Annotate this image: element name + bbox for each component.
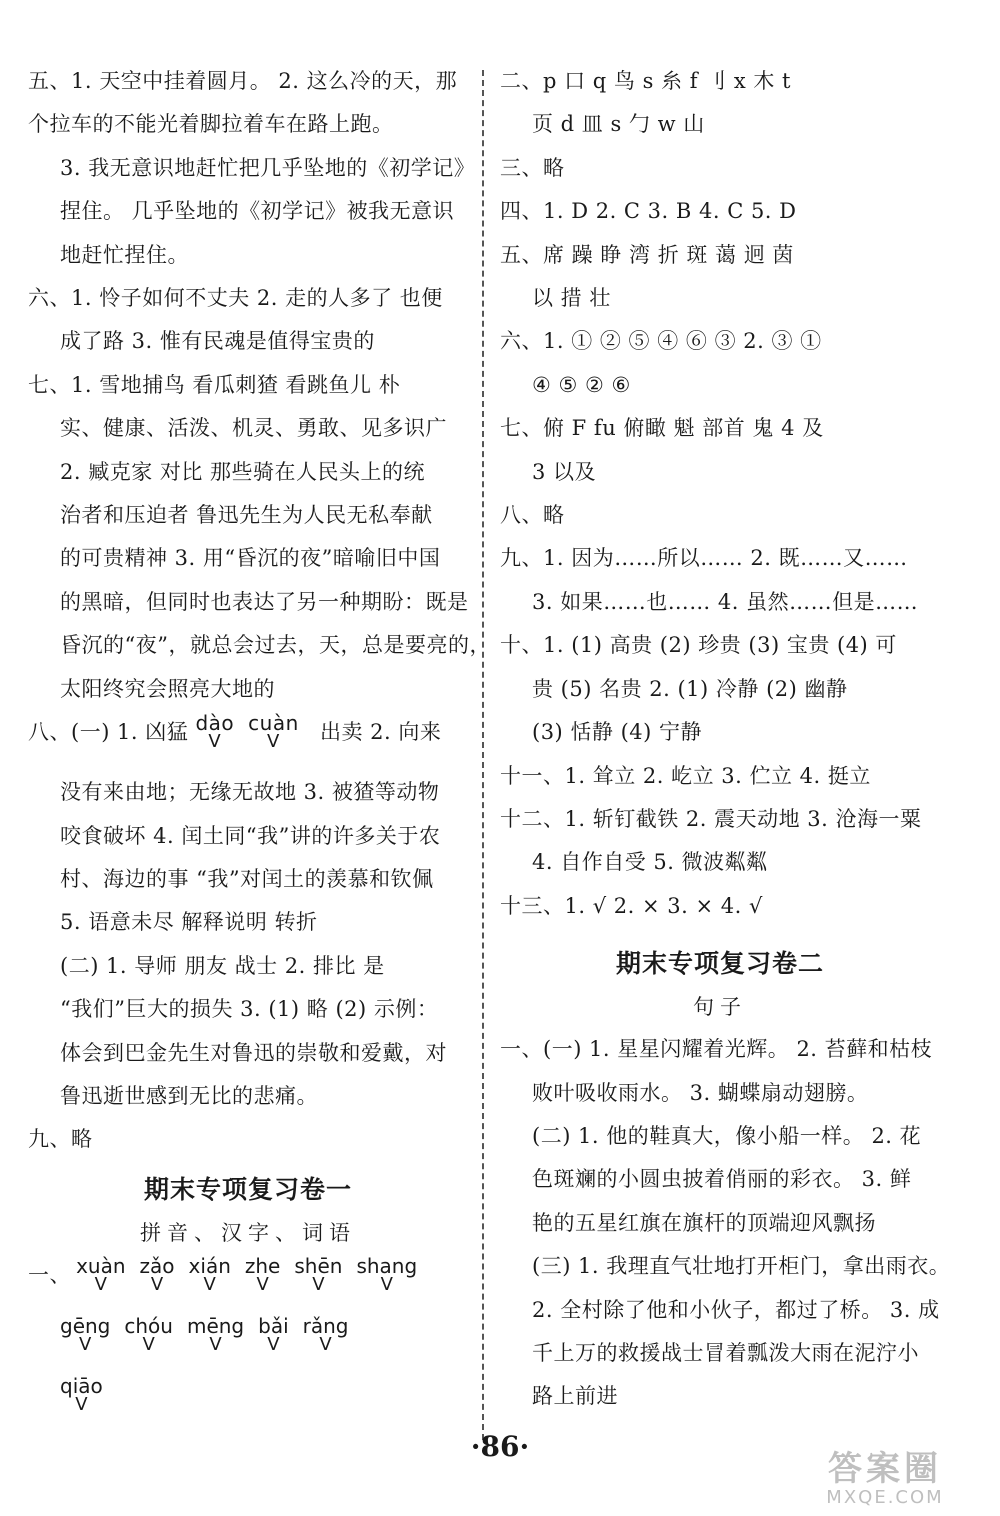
- pinyin-row-1: [28, 1254, 468, 1314]
- answer-line: 四、1. D 2. C 3. B 4. C 5. D: [500, 199, 797, 224]
- answer-line: 鲁迅逝世感到无比的悲痛。: [60, 1083, 318, 1108]
- answer-line: 村、海边的事 “我”对闰土的羡慕和钦佩: [60, 866, 434, 891]
- eight-pinyin-marks: [195, 711, 312, 753]
- left-column: [28, 60, 491, 1434]
- answer-line: 十三、1. √ 2. × 3. × 4. √: [500, 893, 763, 918]
- answer-line: (二) 1. 导师 朋友 战士 2. 排比 是: [60, 953, 385, 978]
- section-subtitle-review-two: 句子: [693, 995, 747, 1020]
- pinyin-mark: [139, 1253, 175, 1295]
- answer-line: 九、略: [28, 1127, 93, 1152]
- eight-suffix: 出卖 2. 向来: [319, 720, 442, 745]
- answer-line: 4. 自作自受 5. 微波粼粼: [532, 850, 768, 875]
- pinyin-text: qiāo: [60, 1373, 103, 1398]
- pinyin-text: shēn: [294, 1253, 343, 1278]
- answer-line: 3 以及: [532, 459, 597, 484]
- check-mark: V: [75, 1393, 88, 1415]
- pinyin-text: xuàn: [76, 1253, 126, 1278]
- answer-line: 2. 全村除了他和小伙子，都过了桥。 3. 成: [532, 1297, 940, 1322]
- answer-line: 七、俯 F fu 俯瞰 魁 部首 鬼 4 及: [500, 416, 824, 441]
- pinyin-text: shang: [356, 1253, 418, 1278]
- pinyin-mark: [76, 1253, 126, 1295]
- right-answer-lines-continued: [500, 1028, 951, 1419]
- section-title-review-two: 期末专项复习卷二: [615, 949, 824, 979]
- check-mark: V: [209, 1333, 222, 1355]
- pinyin-mark: [195, 711, 235, 753]
- check-mark: V: [208, 731, 222, 753]
- answer-line: 十一、1. 耸立 2. 屹立 3. 伫立 4. 挺立: [500, 763, 871, 788]
- check-mark: V: [256, 1273, 269, 1295]
- right-column: [500, 60, 951, 1419]
- answer-line: (3) 恬静 (4) 宁静: [532, 720, 703, 745]
- pinyin-text: bǎi: [258, 1313, 289, 1338]
- answer-line: 贵 (5) 名贵 2. (1) 冷静 (2) 幽静: [532, 676, 848, 701]
- pinyin-text: mēng: [186, 1313, 245, 1338]
- answer-line: 六、1. 怜子如何不丈夫 2. 走的人多了 也便: [28, 286, 443, 311]
- watermark-bottom: MXQE.COM: [826, 1487, 944, 1508]
- check-mark: V: [142, 1333, 155, 1355]
- answer-line: 体会到巴金先生对鲁迅的崇敬和爱戴，对: [60, 1040, 447, 1065]
- pinyin-mark: [258, 1313, 289, 1355]
- page-number: ·86·: [470, 1430, 530, 1463]
- answer-line: 咬食破坏 4. 闰土同“我”讲的许多关于农: [60, 823, 441, 848]
- answer-line: 3. 如果……也…… 4. 虽然……但是……: [532, 589, 919, 614]
- answer-line: 实、健康、活泼、机灵、勇敢、见多识广: [60, 416, 447, 441]
- answer-line: 个拉车的不能光着脚拉着车在路上跑。: [28, 112, 394, 137]
- answer-line: 昏沉的“夜”，就总会过去，天，总是要亮的，: [60, 633, 491, 658]
- watermark-logo: [790, 1450, 980, 1510]
- answer-line: (二) 1. 他的鞋真大，像小船一样。 2. 花: [532, 1123, 922, 1148]
- answer-line: 以 措 壮: [532, 286, 611, 311]
- answer-line: 艳的五星红旗在旗杆的顶端迎风飘扬: [532, 1210, 876, 1235]
- pinyin-mark: [188, 1253, 231, 1295]
- check-mark: V: [150, 1273, 164, 1295]
- answer-line: ④ ⑤ ② ⑥: [532, 372, 631, 397]
- answer-line: 六、1. ① ② ⑤ ④ ⑥ ③ 2. ③ ①: [500, 329, 822, 354]
- right-answer-lines: [500, 60, 940, 928]
- answer-line: 太阳终究会照亮大地的: [60, 676, 275, 701]
- pinyin-row-3-items: [60, 1373, 117, 1415]
- pinyin-text: zǎo: [139, 1253, 175, 1278]
- answer-line: 5. 语意未尽 解释说明 转折: [60, 910, 318, 935]
- pinyin-mark: [302, 1313, 349, 1355]
- answer-line: 十二、1. 斩钉截铁 2. 震天动地 3. 沧海一粟: [500, 806, 922, 831]
- check-mark: V: [79, 1333, 92, 1355]
- pinyin-mark: [294, 1253, 343, 1295]
- eight-prefix: 八、(一) 1. 凶猛: [28, 720, 189, 745]
- check-mark: V: [267, 731, 280, 753]
- pinyin-mark: [186, 1313, 245, 1355]
- answer-line: 三、略: [500, 155, 565, 180]
- check-mark: V: [312, 1273, 325, 1295]
- answer-line: 捏住。 几乎坠地的《初学记》被我无意识: [60, 199, 455, 224]
- check-mark: V: [319, 1333, 332, 1355]
- pinyin-text: xián: [188, 1253, 231, 1278]
- answer-line: 九、1. 因为……所以…… 2. 既……又……: [500, 546, 908, 571]
- pinyin-mark: [244, 1253, 281, 1295]
- pinyin-row-3: [28, 1374, 468, 1434]
- answer-line: 千上万的救援战士冒着瓢泼大雨在泥泞小: [532, 1340, 919, 1365]
- answer-line: 七、1. 雪地捕鸟 看瓜刺猹 看跳鱼儿 朴: [28, 372, 401, 397]
- watermark-top: 答案圈: [828, 1449, 942, 1489]
- check-mark: V: [94, 1273, 107, 1295]
- pinyin-text: zhe: [244, 1253, 281, 1278]
- answer-line: 色斑斓的小圆虫披着俏丽的彩衣。 3. 鲜: [532, 1167, 912, 1192]
- pinyin-mark: [60, 1313, 111, 1355]
- pinyin-text: gēng: [60, 1313, 111, 1338]
- answer-line: 五、1. 天空中挂着圆月。 2. 这么冷的天，那: [28, 69, 458, 93]
- check-mark: V: [267, 1333, 280, 1355]
- pinyin-row-2: [28, 1314, 468, 1374]
- check-mark: V: [380, 1273, 393, 1295]
- pinyin-text: rǎng: [302, 1313, 349, 1338]
- answer-line: 一、(一) 1. 星星闪耀着光辉。 2. 苔藓和枯枝: [500, 1037, 933, 1062]
- answer-line: “我们”巨大的损失 3. (1) 略 (2) 示例：: [60, 997, 439, 1022]
- answer-line: 的黑暗，但同时也表达了另一种期盼：既是: [60, 589, 469, 614]
- pinyin-prefix: 一、: [28, 1262, 71, 1287]
- answer-line: 成了路 3. 惟有民魂是值得宝贵的: [60, 329, 375, 354]
- answer-line: 治者和压迫者 鲁迅先生为人民无私奉献: [60, 503, 433, 528]
- answer-line: (三) 1. 我理直气壮地打开柜门，拿出雨衣。: [532, 1254, 951, 1279]
- pinyin-row-1-items: [76, 1253, 431, 1295]
- answer-line: 十、1. (1) 高贵 (2) 珍贵 (3) 宝贵 (4) 可: [500, 633, 897, 658]
- answer-line: 八、略: [500, 503, 565, 528]
- pinyin-text: cuàn: [248, 711, 299, 736]
- answer-line: 地赶忙捏住。: [60, 242, 189, 267]
- section-title-review-one: 期末专项复习卷一: [143, 1174, 352, 1204]
- answer-line: 没有来由地；无缘无故地 3. 被猹等动物: [60, 780, 440, 805]
- pinyin-mark: [124, 1313, 173, 1355]
- pinyin-text: dào: [195, 711, 235, 736]
- answer-line: 的可贵精神 3. 用“昏沉的夜”暗喻旧中国: [60, 546, 441, 571]
- pinyin-row-2-items: [60, 1313, 363, 1355]
- answer-eight-line: [28, 711, 468, 771]
- answer-line: 3. 我无意识地赶忙把几乎坠地的《初学记》: [60, 155, 476, 180]
- section-subtitle-review-one: 拼音、汉字、词语: [140, 1220, 356, 1245]
- check-mark: V: [203, 1273, 216, 1295]
- pinyin-mark: [60, 1373, 103, 1415]
- answer-line: 页 d 皿 s 勹 w 山: [532, 112, 705, 137]
- answer-line: 路上前进: [532, 1384, 618, 1409]
- column-divider: [482, 70, 484, 1440]
- answer-line: 败叶吸收雨水。 3. 蝴蝶扇动翅膀。: [532, 1080, 869, 1105]
- answer-line: 五、席 躁 睁 湾 折 斑 蔼 迥 茵: [500, 242, 794, 267]
- left-answer-lines: [28, 60, 491, 711]
- answer-line: 2. 臧克家 对比 那些骑在人民头上的统: [60, 459, 426, 484]
- pinyin-mark: [248, 711, 299, 753]
- pinyin-text: chóu: [124, 1313, 173, 1338]
- pinyin-mark: [356, 1253, 418, 1295]
- left-answer-lines-continued: [28, 771, 468, 1162]
- answer-line: 二、p 口 q 鸟 s 糸 f 刂 x 木 t: [500, 69, 791, 93]
